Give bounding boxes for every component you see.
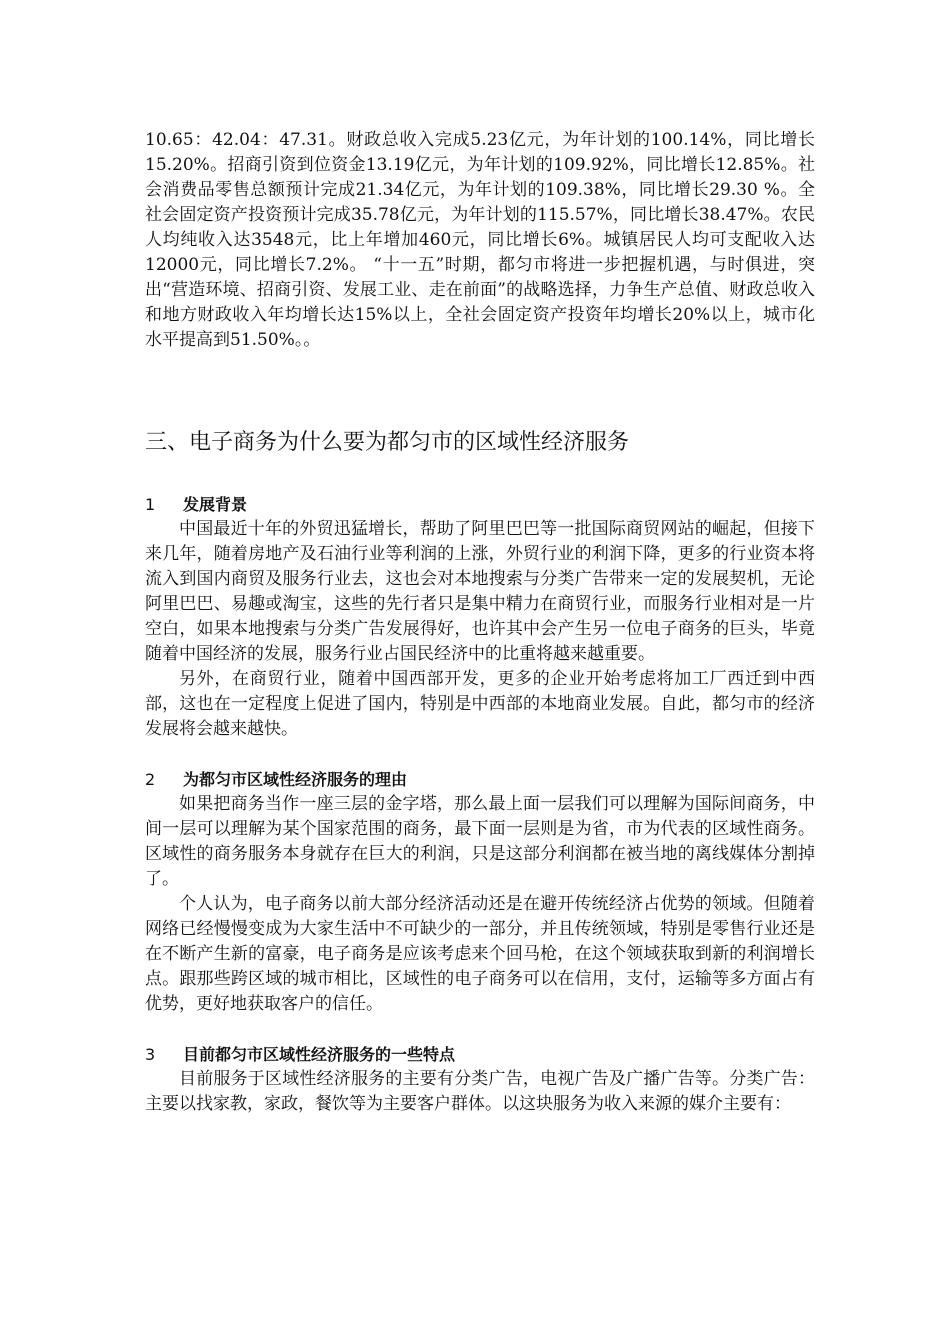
body-paragraph: 中国最近十年的外贸迅猛增长，帮助了阿里巴巴等一批国际商贸网站的崛起，但接下来几年，随着房地产及石油行业等利润的上涨，外贸行业的利润下降，更多的行业资本将流入到国内商贸及服务行业去，这也会对本地搜索与分类广告带来一定的发展契机，无论阿里巴巴、易趣或淘宝，这些的先行者只是集中精力在商贸行业，而服务行业相对是一片空白，如果本地搜索与分类广告发展得好，也许其中会产生另一位电子商务的巨头，毕竟随着中国经济的发展，服务行业占国民经济中的比重将越来越重要。	[145, 519, 815, 664]
section-heading	[145, 767, 815, 792]
body-paragraph: 另外，在商贸行业，随着中国西部开发，更多的企业开始考虑将加工厂西迁到中西部，这也在一定程度上促进了国内，特别是中西部的本地商业发展。自此，都匀市的经济发展将会越来越快。	[145, 669, 815, 739]
intro-paragraph: 10.65：42.04：47.31。财政总收入完成5.23亿元，为年计划的100.14%，同比增长15.20%。招商引资到位资金13.19亿元，为年计划的109.92%，同比增长12.85%。社会消费品零售总额预计完成21.34亿元，为年计划的109.38%，同比增长29.30 %。全社会固定资产投资预计完成35.78亿元，为年计划的115.57%，同比增长38.47%。农民人均纯收入达3548元，比上年增加460元，同比增长6%。城镇居民人均可支配收入达12000元，同比增长7.2%。 “十一五”时期，都匀市将进一步把握机遇，与时俱进，突出“营造环境、招商引资、发展工业、走在前面”的战略选择，力争生产总值、财政总收入和地方财政收入年均增长达15%以上，全社会固定资产投资年均增长20%以上，城市化水平提高到51.50%。。	[145, 130, 815, 350]
section-title: 为都匀市区域性经济服务的理由	[183, 770, 408, 789]
section-2	[145, 767, 815, 1017]
body-paragraph: 个人认为，电子商务以前大部分经济活动还是在避开传统经济占优势的领域。但随着网络已经慢慢变成为大家生活中不可缺少的一部分，并且传统领域，特别是零售行业还是在不断产生新的富豪，电子商务是应该考虑来个回马枪，在这个领域获取到新的利润增长点。跟那些跨区域的城市相比，区域性的电子商务可以在信用，支付，运输等多方面占有优势，更好地获取客户的信任。	[145, 894, 815, 1014]
section-title: 目前都匀市区域性经济服务的一些特点	[183, 1045, 456, 1064]
section-number: 3	[145, 1045, 156, 1064]
section-1	[145, 492, 815, 742]
body-paragraph: 目前服务于区域性经济服务的主要有分类广告，电视广告及广播广告等。分类广告：主要以找家教，家政，餐饮等为主要客户群体。以这块服务为收入来源的媒介主要有：	[145, 1069, 815, 1114]
document-page	[145, 128, 815, 1117]
chapter-title: 三、电子商务为什么要为都匀市的区域性经济服务	[145, 430, 630, 455]
body-paragraph: 如果把商务当作一座三层的金字塔，那么最上面一层我们可以理解为国际间商务，中间一层可以理解为某个国家范围的商务，最下面一层则是为省，市为代表的区域性商务。区域性的商务服务本身就存在巨大的利润，只是这部分利润都在被当地的离线媒体分割掉了。	[145, 794, 815, 889]
section-heading	[145, 1042, 815, 1067]
section-heading	[145, 492, 815, 517]
section-number: 1	[145, 495, 156, 514]
section-number: 2	[145, 770, 156, 789]
section-title: 发展背景	[183, 495, 248, 514]
section-3	[145, 1042, 815, 1117]
